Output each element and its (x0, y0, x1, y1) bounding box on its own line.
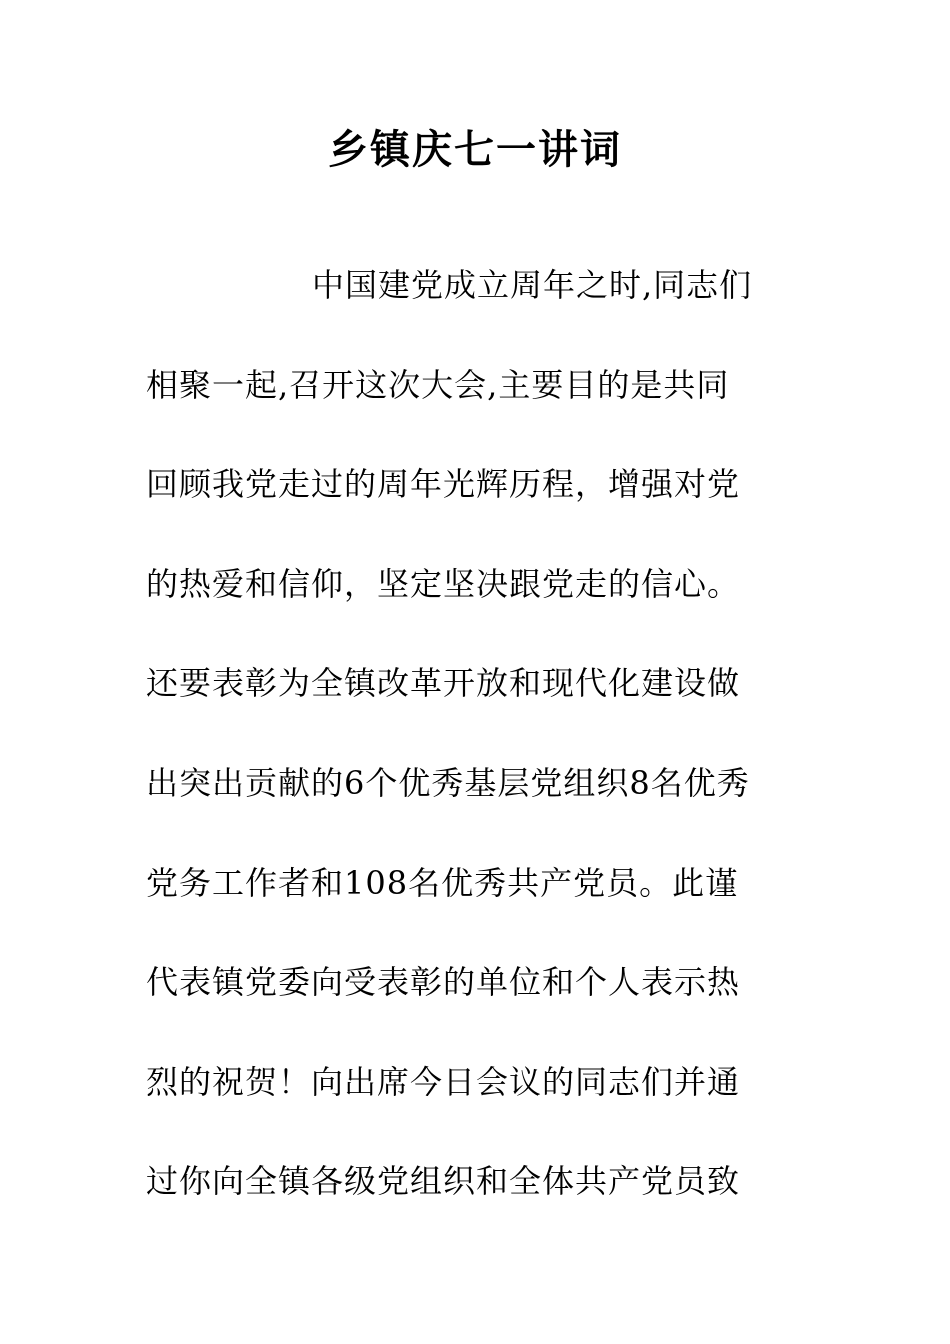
paragraph-line: 回顾我党走过的周年光辉历程，增强对党 (146, 465, 741, 504)
document-body (146, 258, 816, 1254)
paragraph-line: 出突出贡献的6个优秀基层党组织8名优秀 (146, 763, 750, 802)
paragraph-line: 过你向全镇各级党组织和全体共产党员致 (146, 1162, 741, 1201)
document-title: 乡镇庆七一讲词 (328, 126, 622, 173)
paragraph-line: 中国建党成立周年之时,同志们 (312, 266, 753, 304)
paragraph-line: 相聚一起,召开这次大会,主要目的是共同 (146, 365, 730, 404)
paragraph-line: 烈的祝贺！向出席今日会议的同志们并通 (146, 1062, 741, 1101)
paragraph-line: 的热爱和信仰，坚定坚决跟党走的信心。 (146, 564, 741, 603)
paragraph-line: 代表镇党委向受表彰的单位和个人表示热 (146, 963, 741, 1002)
paragraph-line: 党务工作者和108名优秀共产党员。此谨 (146, 863, 739, 902)
paragraph-line: 还要表彰为全镇改革开放和现代化建设做 (146, 664, 741, 703)
